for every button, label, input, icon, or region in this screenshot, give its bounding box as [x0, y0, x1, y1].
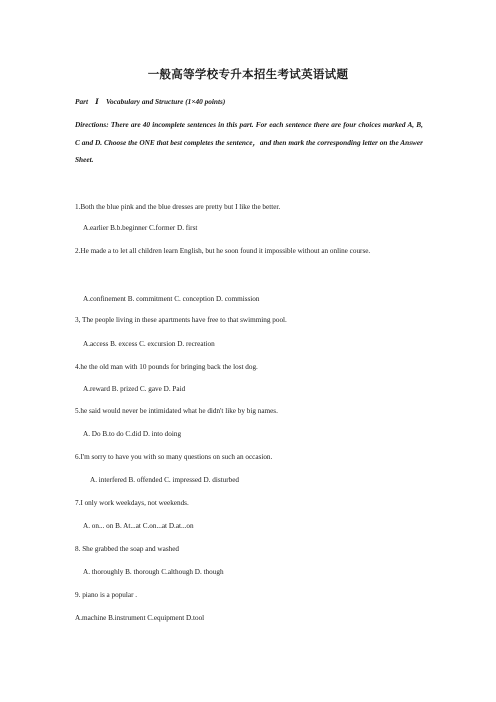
- options-9: A.machine B.instrument C.equipment D.tool: [75, 614, 205, 622]
- question-5: 5.he said would never be intimidated what he didn't like by big names.: [75, 407, 278, 415]
- options-7: A. on... on B. At...at C.on...at D.at...on: [83, 522, 194, 530]
- options-1: A.earlier B.b.beginner C.former D. first: [83, 224, 198, 232]
- part-heading: Part Ⅰ Vocabulary and Structure (1×40 points): [75, 97, 226, 106]
- options-2: A.confinement B. commitment C. conception D. commission: [83, 295, 260, 303]
- question-9: 9. piano is a popular .: [75, 591, 138, 599]
- question-4: 4.he the old man with 10 pounds for bringing back the lost dog.: [75, 363, 258, 371]
- options-6: A. interfered B. offended C. impressed D. disturbed: [90, 476, 239, 484]
- directions-text: Directions: There are 40 incomplete sentences in this part. For each sentence there are four choices marked A, B, C and D. Choose the ONE that best completes the sentence，and then mark the corresponding letter on the Answer Sheet.: [75, 120, 423, 164]
- options-8: A. thoroughly B. thorough C.although D. though: [83, 568, 224, 576]
- page-title: 一般高等学校专升本招生考试英语试题: [147, 69, 349, 81]
- question-1: 1.Both the blue pink and the blue dresses are pretty but I like the better.: [75, 203, 281, 211]
- question-7: 7.I only work weekdays, not weekends.: [75, 499, 189, 507]
- question-6: 6.I'm sorry to have you with so many questions on such an occasion.: [75, 453, 273, 461]
- options-5: A. Do B.to do C.did D. into doing: [83, 430, 182, 438]
- options-3: A.access B. excess C. excursion D. recreation: [83, 340, 215, 348]
- question-8: 8. She grabbed the soap and washed: [75, 545, 179, 553]
- question-2: 2.He made a to let all children learn English, but he soon found it impossible without an online course.: [75, 247, 371, 255]
- options-4: A.reward B. prized C. gave D. Paid: [83, 385, 186, 393]
- question-3: 3, The people living in these apartments have free to that swimming pool.: [75, 316, 287, 324]
